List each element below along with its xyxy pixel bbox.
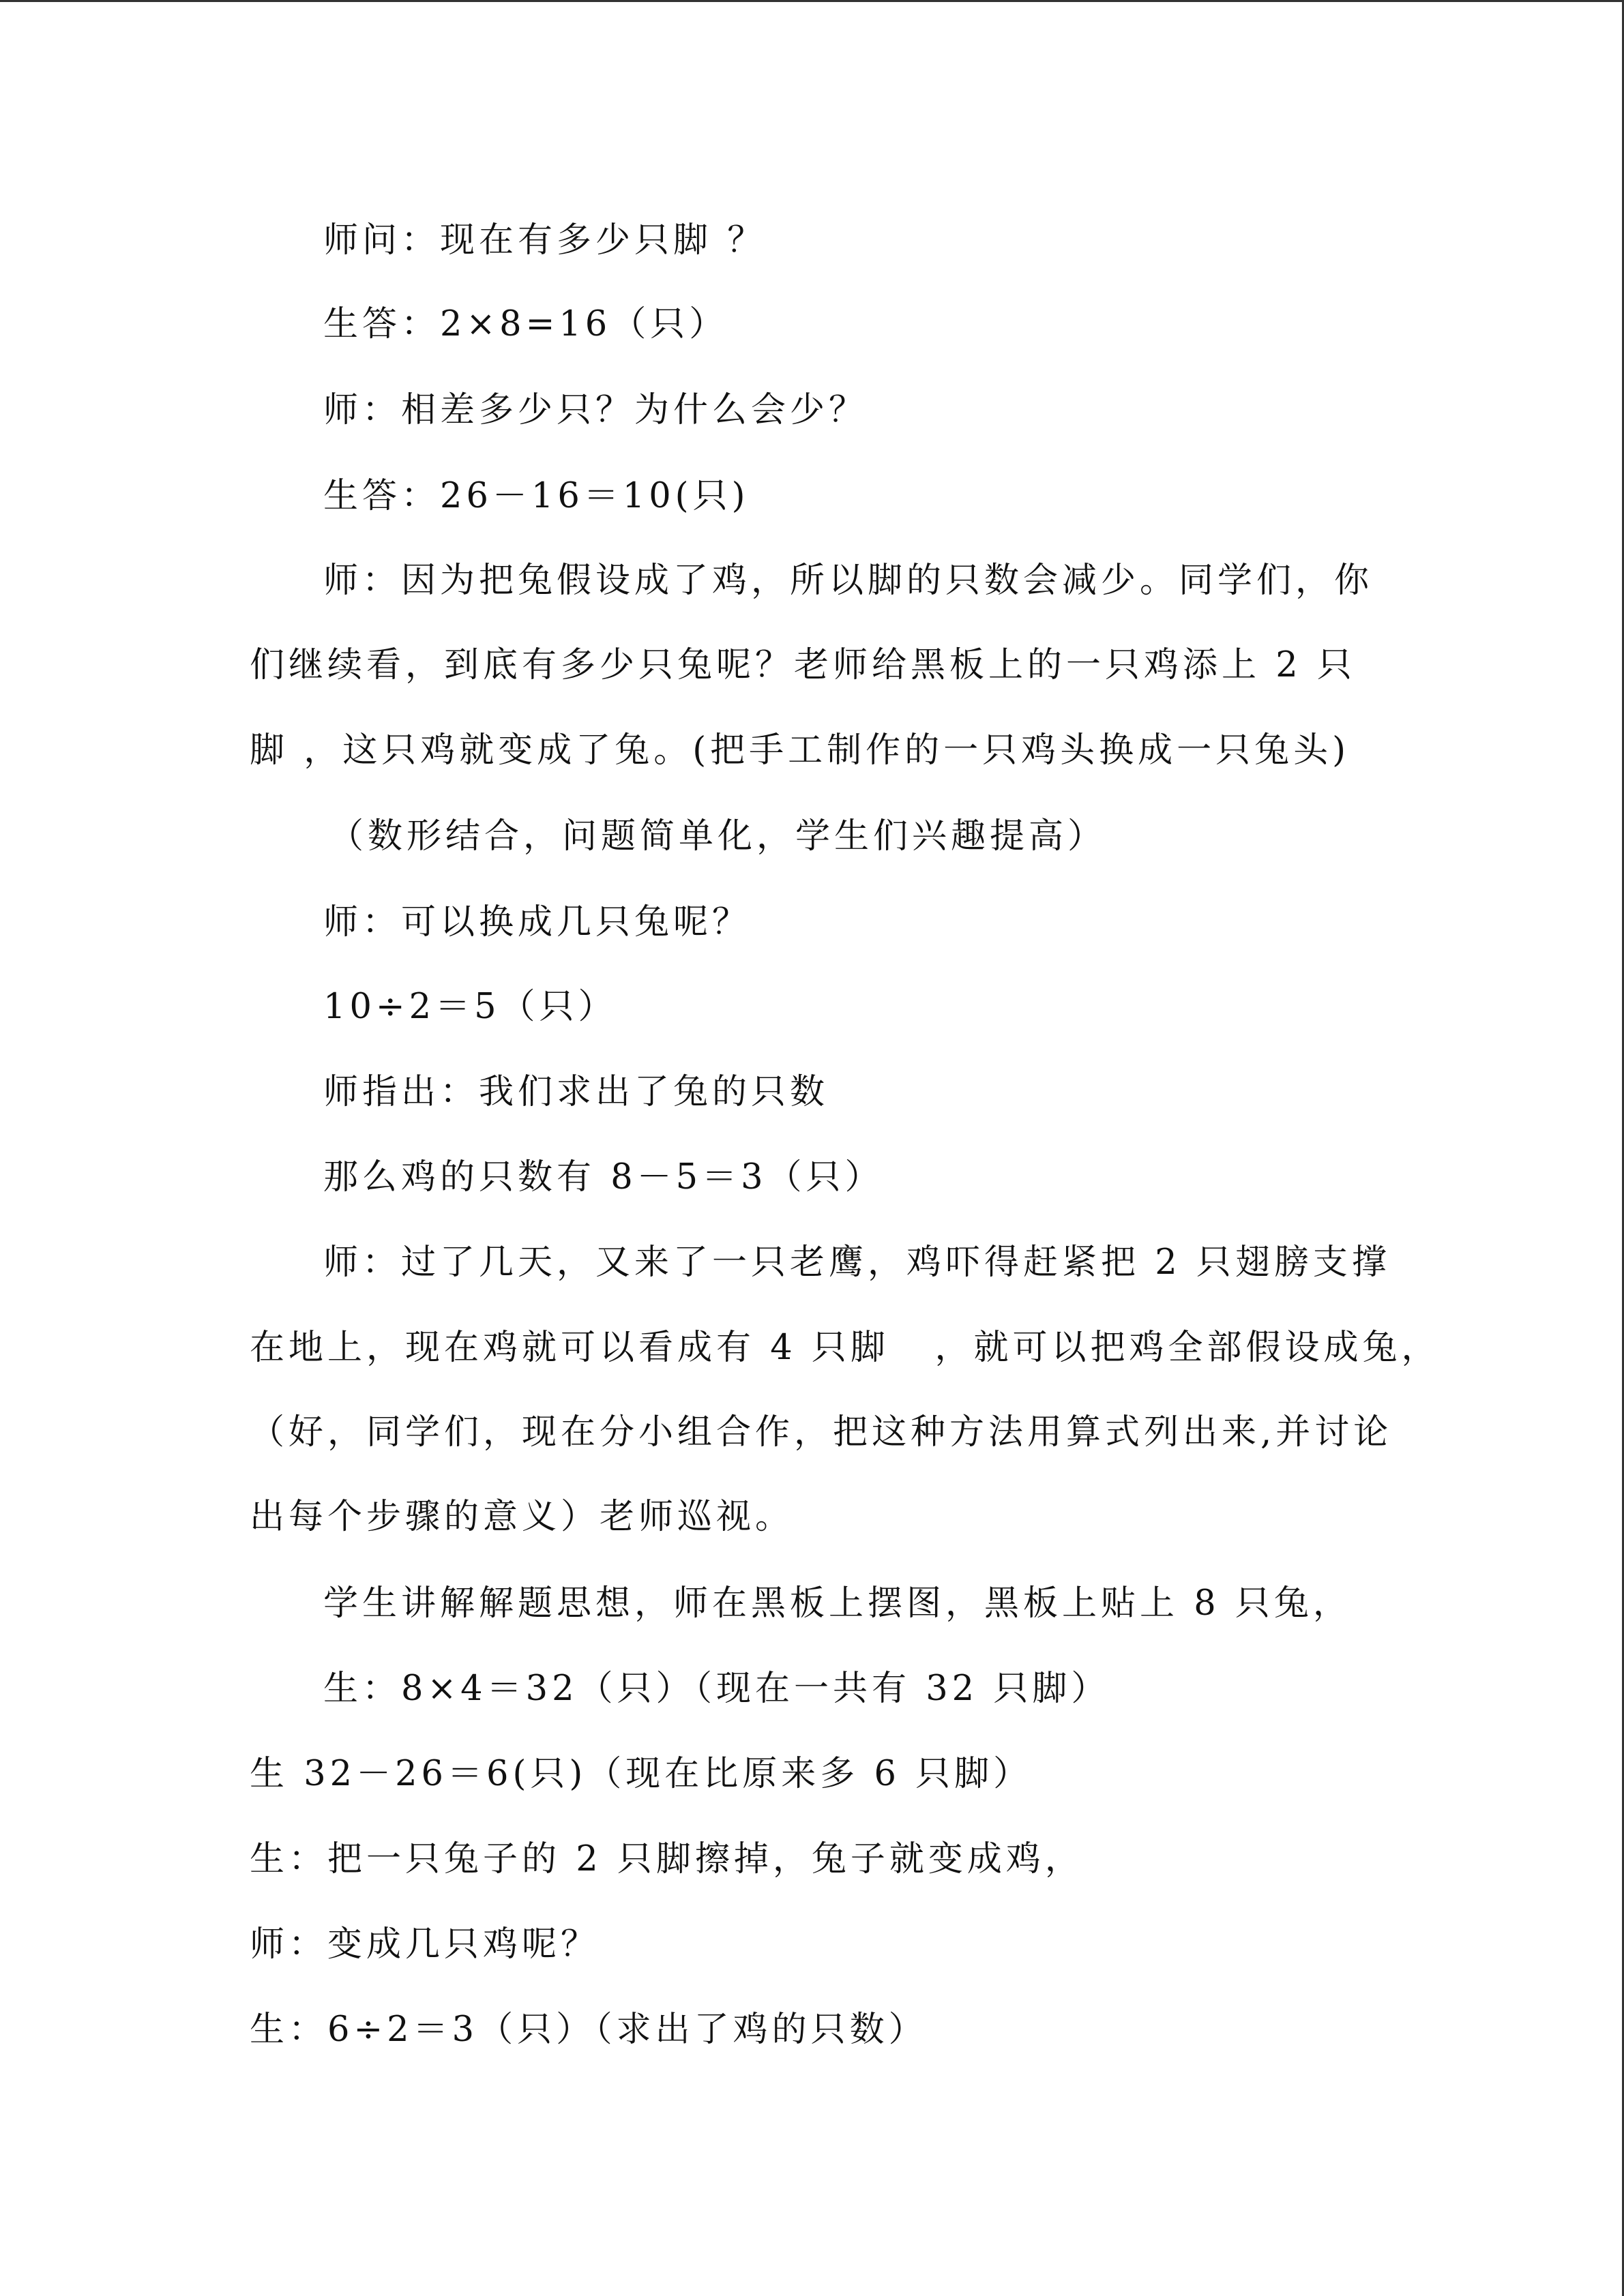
text-line-3: 师：相差多少只？为什么会少？ (323, 390, 868, 430)
text-line-12: 那么鸡的只数有 8－5＝3（只） (323, 1157, 884, 1197)
text-line-9: 师：可以换成几只兔呢？ (323, 902, 752, 942)
text-line-17: 学生讲解解题思想，师在黑板上摆图，黑板上贴上 8 只兔， (323, 1583, 1352, 1624)
text-line-21: 师：变成几只鸡呢？ (250, 1924, 600, 1965)
text-line-2: 生答：2×8=16（只） (323, 304, 728, 344)
text-line-18: 生：8×4＝32（只）（现在一共有 32 只脚） (323, 1669, 1110, 1709)
text-line-4: 生答：26－16＝10(只) (323, 476, 750, 516)
text-line-5: 师：因为把兔假设成了鸡，所以脚的只数会减少。同学们，你 (323, 561, 1374, 601)
text-line-20: 生：把一只兔子的 2 只脚擦掉，兔子就变成鸡， (250, 1839, 1084, 1879)
text-line-13: 师：过了几天，又来了一只老鹰，鸡吓得赶紧把 2 只翅膀支撑 (323, 1242, 1391, 1283)
text-line-1: 师问：现在有多少只脚 ？ (323, 220, 767, 260)
text-line-16: 出每个步骤的意义）老师巡视。 (250, 1497, 795, 1537)
text-line-22: 生：6÷2＝3（只）（求出了鸡的只数） (250, 2010, 928, 2050)
text-line-8: （数形结合，问题简单化，学生们兴趣提高） (329, 816, 1107, 856)
text-line-19: 生 32－26＝6(只)（现在比原来多 6 只脚） (250, 1754, 1033, 1794)
text-line-10: 10÷2＝5（只） (323, 987, 617, 1027)
text-line-15: （好，同学们，现在分小组合作，把这种方法用算式列出来,并讨论 (250, 1412, 1393, 1452)
text-line-6: 们继续看，到底有多少只兔呢？老师给黑板上的一只鸡添上 2 只 (250, 645, 1356, 685)
text-line-7: 脚 ，这只鸡就变成了兔。(把手工制作的一只鸡头换成一只兔头) (250, 730, 1350, 771)
text-line-14: 在地上，现在鸡就可以看成有 4 只脚 ，就可以把鸡全部假设成兔， (250, 1328, 1441, 1368)
text-line-11: 师指出：我们求出了兔的只数 (323, 1072, 829, 1112)
